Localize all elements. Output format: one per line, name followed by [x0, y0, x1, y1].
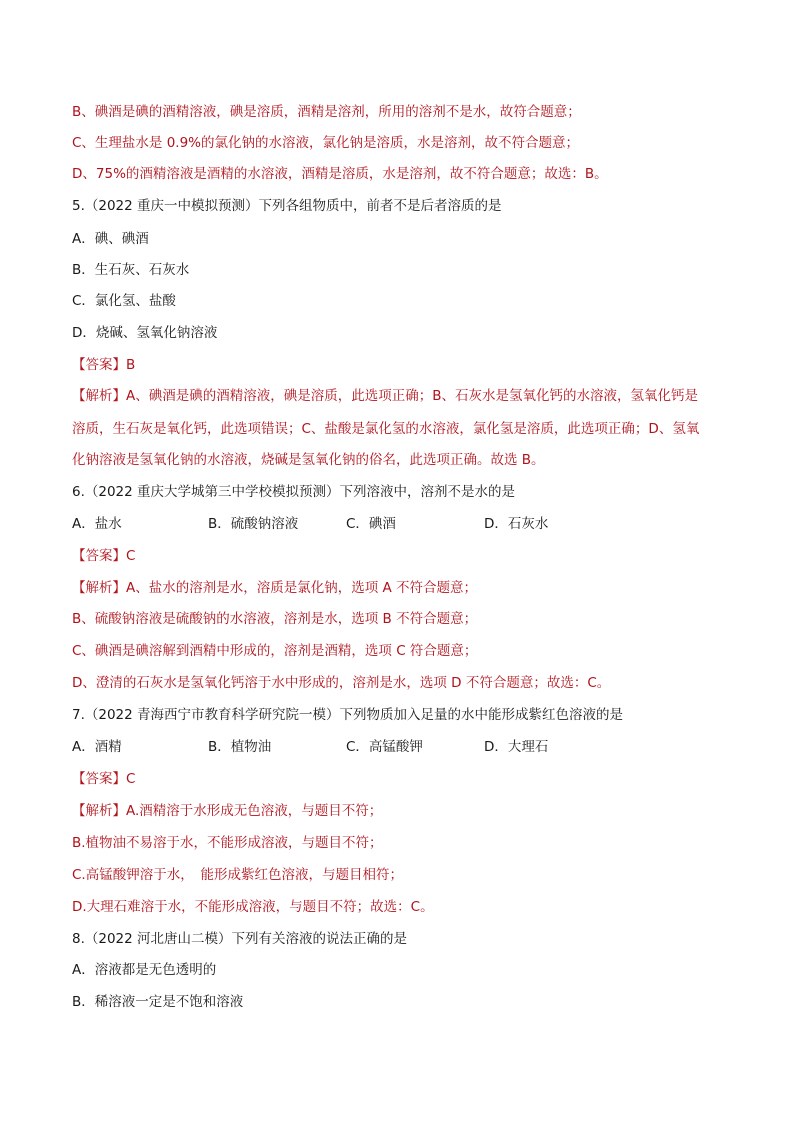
q6-analysis-line-4: D、澄清的石灰水是氢氧化钙溶于水中形成的，溶剂是水，选项 D 不符合题意；故选：C。 [72, 675, 611, 691]
q6-option-a: A．盐水 [72, 516, 122, 532]
q6-analysis-line-2: B、硫酸钠溶液是硫酸钠的水溶液，溶剂是水，选项 B 不符合题意； [72, 611, 478, 627]
analysis-line-b: B、碘酒是碘的酒精溶液，碘是溶质，酒精是溶剂，所用的溶剂不是水，故符合题意； [72, 104, 581, 120]
q6-answer [72, 546, 732, 566]
q7-option-b: B．植物油 [208, 739, 272, 755]
q5-option-c: C．氯化氢、盐酸 [72, 293, 176, 309]
q7-analysis-line-1 [72, 801, 732, 821]
q8-option-a: A．溶液都是无色透明的 [72, 962, 217, 978]
answer-value: B [126, 357, 136, 373]
answer-label: 【答案】 [72, 357, 126, 373]
answer-value: C [126, 548, 136, 564]
q7-option-a: A．酒精 [72, 739, 122, 755]
q8-option-b: B．稀溶液一定是不饱和溶液 [72, 994, 244, 1010]
q5-analysis-line-2: 溶质，生石灰是氧化钙，此选项错误；C、盐酸是氯化氢的水溶液，氯化氢是溶质，此选项正确；D、氢氧 [72, 421, 700, 437]
analysis-text: A、盐水的溶剂是水，溶质是氯化钠，选项 A 不符合题意； [126, 580, 478, 596]
answer-label: 【答案】 [72, 771, 126, 787]
q5-analysis-line-1 [72, 386, 732, 406]
q5-option-d: D．烧碱、氢氧化钠溶液 [72, 325, 218, 341]
q7-option-d: D．大理石 [484, 739, 549, 755]
analysis-label: 【解析】 [72, 803, 126, 819]
q6-analysis-line-1 [72, 578, 732, 598]
answer-label: 【答案】 [72, 548, 126, 564]
q6-analysis-line-3: C、碘酒是碘溶解到酒精中形成的，溶剂是酒精，选项 C 符合题意； [72, 643, 478, 659]
q8-stem: 8.（2022 河北唐山二模）下列有关溶液的说法正确的是 [72, 931, 408, 947]
q7-analysis-line-2: B.植物油不易溶于水，不能形成溶液，与题目不符； [72, 835, 383, 851]
q7-options [72, 737, 732, 757]
analysis-text: A、碘酒是碘的酒精溶液，碘是溶质，此选项正确；B、石灰水是氢氧化钙的水溶液，氢氧化钙是 [126, 388, 698, 404]
analysis-line-c: C、生理盐水是 0.9%的氯化钠的水溶液，氯化钠是溶质，水是溶剂，故不符合题意； [72, 135, 580, 151]
q7-analysis-line-3: C.高锰酸钾溶于水， 能形成紫红色溶液，与题目相符； [72, 867, 403, 883]
q5-answer [72, 355, 732, 375]
q6-option-c: C．碘酒 [346, 516, 396, 532]
q7-option-c: C．高锰酸钾 [346, 739, 423, 755]
q6-options [72, 514, 732, 534]
q5-stem: 5.（2022 重庆一中模拟预测）下列各组物质中，前者不是后者溶质的是 [72, 198, 502, 214]
q5-option-b: B．生石灰、石灰水 [72, 262, 190, 278]
q7-answer [72, 769, 732, 789]
q5-option-a: A．碘、碘酒 [72, 231, 149, 247]
analysis-label: 【解析】 [72, 388, 126, 404]
analysis-label: 【解析】 [72, 580, 126, 596]
answer-value: C [126, 771, 136, 787]
q5-analysis-line-3: 化钠溶液是氢氧化钠的水溶液，烧碱是氢氧化钠的俗名，此选项正确。故选 B。 [72, 452, 545, 468]
q6-stem: 6.（2022 重庆大学城第三中学校模拟预测）下列溶液中，溶剂不是水的是 [72, 484, 516, 500]
analysis-line-d: D、75%的酒精溶液是酒精的水溶液，酒精是溶质，水是溶剂，故不符合题意；故选：B。 [72, 166, 608, 182]
q6-option-b: B．硫酸钠溶液 [208, 516, 299, 532]
q7-analysis-line-4: D.大理石难溶于水，不能形成溶液，与题目不符；故选：C。 [72, 899, 434, 915]
analysis-text: A.酒精溶于水形成无色溶液，与题目不符； [126, 803, 383, 819]
q6-option-d: D．石灰水 [484, 516, 549, 532]
q7-stem: 7.（2022 青海西宁市教育科学研究院一模）下列物质加入足量的水中能形成紫红色溶液的是 [72, 707, 624, 723]
